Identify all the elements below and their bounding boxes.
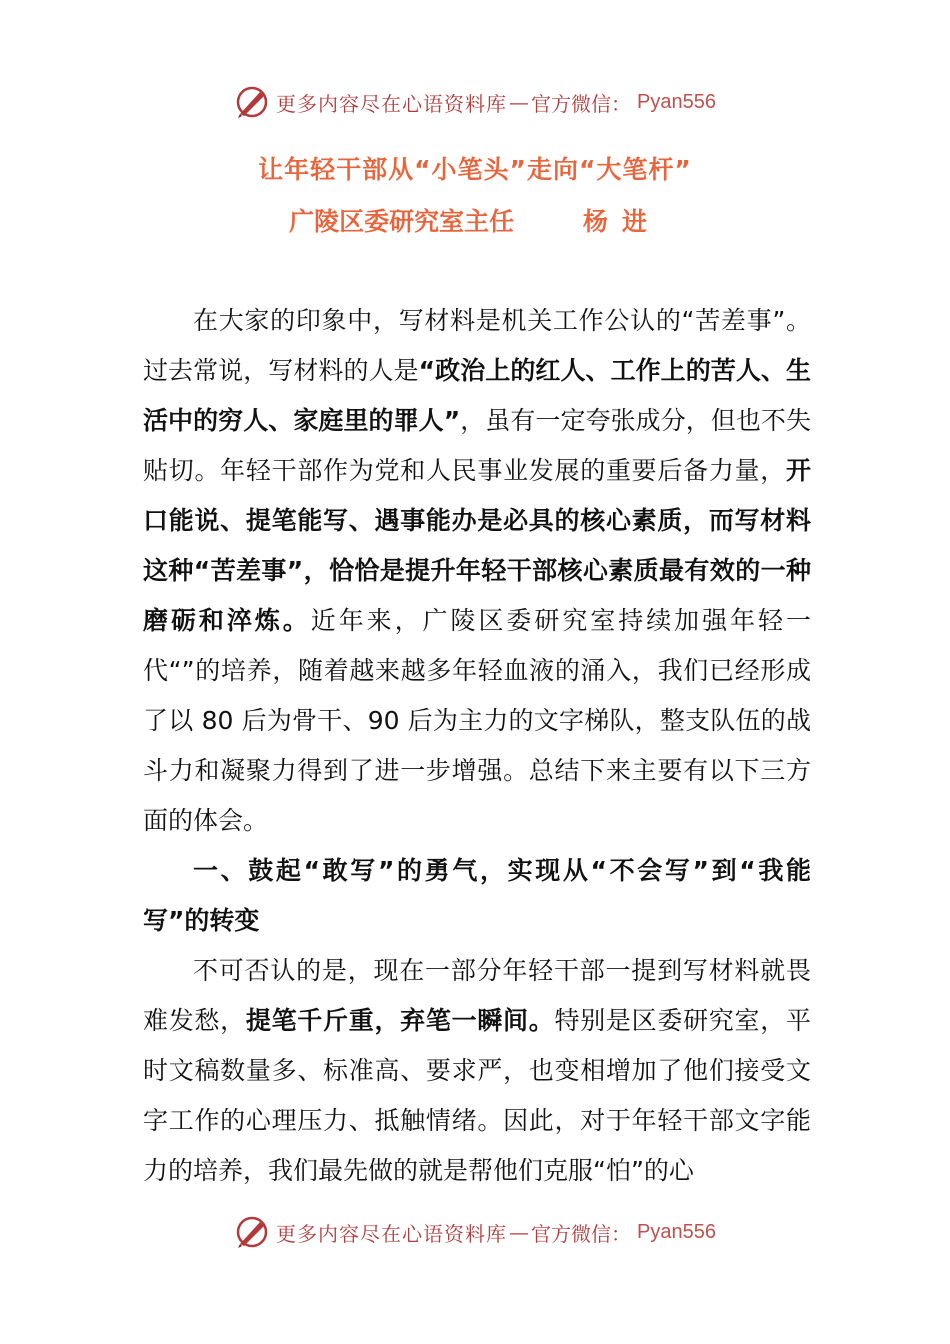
watermark-dash: — [509, 1220, 530, 1244]
pen-logo-icon [234, 1214, 270, 1250]
p1-bold-2: 开口能说、提笔能写、遇事能办是必具的核心素质，而写材料这种“苦差事”，恰恰是提升年轻干部核心素质最有效的一种磨砺和淬炼。 [143, 456, 811, 635]
p1-text-1: 在大家的印象中，写材料是机关工作公认的“苦差事”。过去常说，写材料的人是 [143, 306, 811, 385]
paragraph-1 [143, 296, 811, 846]
paragraph-2 [143, 946, 811, 1196]
watermark-wechat-label: 官方微信： [531, 1221, 632, 1246]
watermark-wechat-label: 官方微信： [531, 91, 632, 116]
author-unit: 广陵区委研究室主任 [289, 207, 515, 236]
watermark-site-name: 更多内容尽在心语资料库 [276, 91, 508, 116]
watermark-site-name: 更多内容尽在心语资料库 [276, 1221, 508, 1246]
header-watermark [0, 82, 950, 122]
author-name: 杨进 [582, 207, 661, 236]
watermark-handle: Pyan556 [637, 90, 716, 113]
p2-text-1: 不可否认的是，现在一部分年轻干部一提到写材料就畏难发愁， [143, 956, 811, 1035]
p2-bold-1: 提笔千斤重，弃笔一瞬间。 [245, 1006, 555, 1035]
document-body [143, 296, 811, 1196]
document-title: 让年轻干部从“小笔头”走向“大笔杆” [258, 155, 692, 184]
watermark-handle: Pyan556 [637, 1220, 716, 1243]
p1-text-3: 近年来，广陵区委研究室持续加强年轻一代“”的培养，随着越来越多年轻血液的涌入，我们已经形成了以 80 后为骨干、90 后为主力的文字梯队，整支队伍的战斗力和凝聚力得到了进一步增强。总结下来主要有以下三方面的体会。 [143, 606, 811, 835]
section-heading-1: 一、鼓起“敢写”的勇气，实现从“不会写”到“我能写”的转变 [143, 856, 811, 935]
p1-bold-1: “政治上的红人、工作上的苦人、生活中的穷人、家庭里的罪人” [143, 356, 811, 435]
pen-logo-icon [234, 84, 270, 120]
p2-text-2: 特别是区委研究室，平时文稿数量多、标准高、要求严，也变相增加了他们接受文字工作的心理压力、抵触情绪。因此，对于年轻干部文字能力的培养，我们最先做的就是帮他们克服“怕”的心 [143, 1006, 811, 1185]
footer-watermark [0, 1212, 950, 1252]
p1-text-2: ，虽有一定夸张成分，但也不失贴切。年轻干部作为党和人民事业发展的重要后备力量， [143, 406, 811, 485]
watermark-dash: — [509, 90, 530, 114]
document-byline [0, 202, 950, 238]
